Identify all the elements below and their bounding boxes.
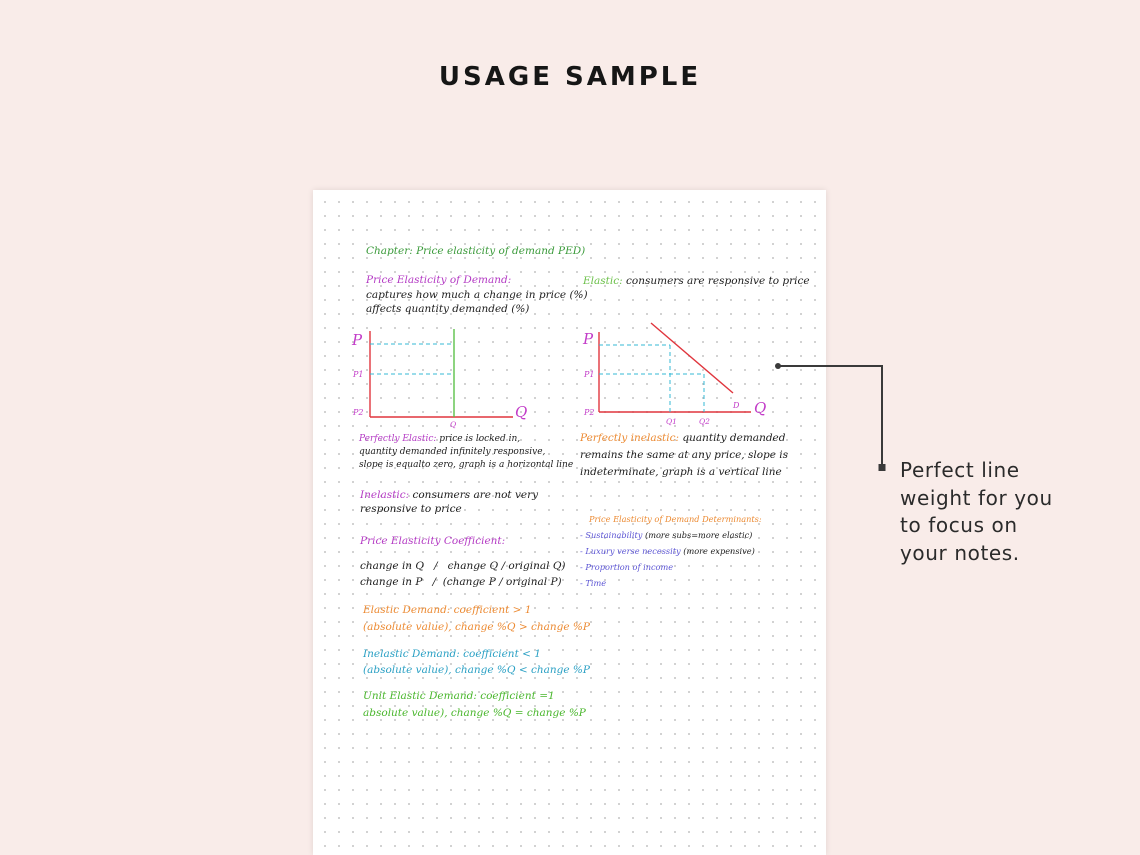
page-title: USAGE SAMPLE xyxy=(438,62,702,92)
perf-elastic-desc-1: price is locked in, xyxy=(439,434,521,444)
determinant-term-2: - Luxury verse necessity xyxy=(580,546,681,556)
inelastic-demand-line-1: Inelastic Demand: coefficient < 1 xyxy=(363,648,541,660)
determinant-term-1: - Sustainability xyxy=(580,530,643,540)
graph1-label-q: Q xyxy=(515,403,528,421)
callout-line xyxy=(778,366,882,468)
coefficient-heading: Price Elasticity Coefficient: xyxy=(360,535,506,547)
graph1-label-p1: P1 xyxy=(353,370,364,379)
graph1-label-p2: P2 xyxy=(353,408,364,417)
ped-heading: Price Elasticity of Demand: xyxy=(366,274,512,286)
determinant-note-1: (more subs=more elastic) xyxy=(645,530,753,540)
graph2-label-p1: P1 xyxy=(584,370,595,379)
graph2-label-p2: P2 xyxy=(584,408,595,417)
perf-inelastic-label: Perfectly inelastic: xyxy=(580,432,679,444)
chapter-heading: Chapter: Price elasticity of demand PED) xyxy=(366,245,586,257)
unit-elastic-demand-line-1: Unit Elastic Demand: coefficient =1 xyxy=(363,690,555,702)
unit-elastic-demand-line-2: absolute value), change %Q = change %P xyxy=(363,707,586,719)
elastic-label: Elastic: xyxy=(583,275,623,287)
coefficient-line-2: change in P / (change P / original P) xyxy=(360,576,562,588)
perf-elastic-label: Perfectly Elastic: xyxy=(359,434,437,444)
graph2-label-q1: Q1 xyxy=(666,417,677,426)
callout-end-square xyxy=(879,464,886,471)
determinant-note-2: (more expensive) xyxy=(683,546,755,556)
elastic-demand-line-1: Elastic Demand: coefficient > 1 xyxy=(363,604,532,616)
perf-inelastic-line-2: remains the same at any price, slope is xyxy=(580,449,789,461)
graph2-label-d: D xyxy=(733,401,740,410)
callout-line-4: your notes. xyxy=(900,540,1020,565)
graph2-label-p: P xyxy=(583,330,594,348)
inelastic-label: Inelastic: xyxy=(360,489,410,501)
callout-line-2: weight for you xyxy=(900,485,1053,510)
graph2-label-q: Q xyxy=(754,399,767,417)
determinants-heading: Price Elasticity of Demand Determinants: xyxy=(589,514,762,524)
ped-desc-line-2: affects quantity demanded (%) xyxy=(366,303,530,315)
determinant-item-4: - Time xyxy=(580,578,607,588)
coefficient-line-1: change in Q / change Q / original Q) xyxy=(360,560,566,572)
perf-elastic-line-3: slope is equalto zero, graph is a horizontal line xyxy=(359,460,574,470)
perf-inelastic-desc-1: quantity demanded xyxy=(682,432,786,444)
perf-elastic-line-2: quantity demanded infinitely responsive, xyxy=(359,447,546,457)
ped-desc-line-1: captures how much a change in price (%) xyxy=(366,289,588,301)
graph1-label-p: P xyxy=(352,331,363,349)
callout-text xyxy=(900,457,1053,567)
graph1-label-q-small: Q xyxy=(450,420,457,429)
callout-line-1: Perfect line xyxy=(900,458,1020,482)
determinant-item-3: - Proportion of income xyxy=(580,562,674,572)
perf-inelastic-line-3: indeterminate, graph is a vertical line xyxy=(580,466,782,478)
callout-line-3: to focus on xyxy=(900,513,1018,537)
elastic-demand-line-2: (absolute value), change %Q > change %P xyxy=(363,621,590,633)
graph2-label-q2: Q2 xyxy=(699,417,710,426)
inelastic-demand-line-2: (absolute value), change %Q < change %P xyxy=(363,664,590,676)
inelastic-line-2: responsive to price xyxy=(360,503,462,515)
elastic-desc: consumers are responsive to price xyxy=(626,275,810,287)
inelastic-desc-1: consumers are not very xyxy=(412,489,539,501)
